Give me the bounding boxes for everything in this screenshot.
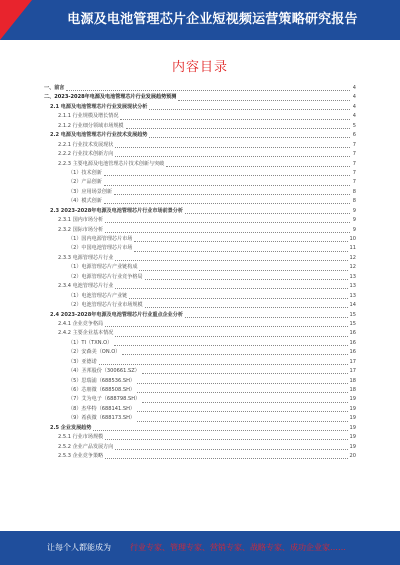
toc-page-number: 13 bbox=[349, 273, 356, 280]
toc-entry-title: 2.2.1 行业技术发展现状 bbox=[58, 141, 114, 148]
toc-entry[interactable] bbox=[44, 320, 356, 329]
toc-entry-title: 2.1 电源及电池管理芯片行业发展现状分析 bbox=[50, 103, 148, 110]
toc-dot-leader bbox=[115, 156, 350, 157]
toc-heading: 内容目录 bbox=[171, 60, 228, 75]
toc-entry[interactable] bbox=[44, 150, 356, 159]
toc-page-number: 9 bbox=[352, 207, 356, 214]
toc-dot-leader bbox=[115, 336, 347, 337]
toc-entry[interactable] bbox=[44, 367, 356, 376]
toc-page-number: 4 bbox=[352, 94, 356, 101]
toc-page-number: 12 bbox=[349, 254, 356, 261]
toc-page-number: 16 bbox=[349, 339, 356, 346]
toc-page-number: 10 bbox=[349, 236, 356, 242]
toc-entry[interactable] bbox=[44, 93, 356, 102]
toc-entry[interactable] bbox=[44, 160, 356, 169]
toc-entry-title: 2.1.2 行业细分领域市场规模 bbox=[58, 122, 124, 129]
toc-dot-leader bbox=[115, 288, 347, 289]
toc-entry-title: 2.1.1 行业规模及增长情况 bbox=[58, 113, 119, 120]
toc-entry-title: （8）杰华特（688141.SH） bbox=[68, 405, 136, 412]
toc-page-number: 6 bbox=[352, 132, 356, 139]
toc-entry-title: （2）电源管理芯片行业竞争格局 bbox=[68, 273, 143, 280]
toc-entry[interactable] bbox=[44, 263, 356, 272]
toc-dot-leader bbox=[66, 90, 350, 91]
toc-entry[interactable] bbox=[44, 443, 356, 452]
toc-entry[interactable] bbox=[44, 244, 356, 253]
toc-entry[interactable] bbox=[44, 131, 356, 140]
toc-dot-leader bbox=[166, 166, 350, 167]
toc-entry[interactable] bbox=[44, 414, 356, 423]
toc-dot-leader bbox=[139, 270, 347, 271]
toc-entry-title: （5）思瑞浦（688536.SH） bbox=[68, 377, 136, 384]
toc-page-number: 8 bbox=[352, 198, 356, 205]
toc-entry-title: （9）希荻微（688173.SH） bbox=[68, 415, 136, 422]
report-title: 电源及电池管理芯片企业短视频运营策略研究报告 bbox=[67, 12, 358, 27]
toc-dot-leader bbox=[93, 430, 347, 431]
toc-dot-leader bbox=[115, 147, 350, 148]
toc-entry[interactable] bbox=[44, 282, 356, 291]
toc-page-number: 11 bbox=[349, 245, 356, 252]
toc-entry-title: 2.5.1 行业市场规模 bbox=[58, 434, 104, 441]
toc-entry[interactable] bbox=[44, 197, 356, 206]
toc-entry[interactable] bbox=[44, 395, 356, 404]
toc-dot-leader bbox=[104, 185, 350, 186]
toc-entry-title: 2.3.1 国内市场分析 bbox=[58, 217, 104, 224]
toc-entry-title: （1）国内电源管理芯片市场 bbox=[68, 236, 133, 242]
toc-entry[interactable] bbox=[44, 301, 356, 310]
header-accent-triangle bbox=[0, 0, 32, 40]
toc-entry-title: （2）中国电池管理芯片市场 bbox=[68, 245, 133, 252]
toc-page-number: 12 bbox=[349, 264, 356, 271]
toc-entry-title: 2.4.2 主要企业基本情况 bbox=[58, 330, 114, 337]
toc-page-number: 19 bbox=[349, 424, 356, 431]
toc-entry-title: 2.5 企业发展趋势 bbox=[50, 424, 92, 431]
toc-entry[interactable] bbox=[44, 348, 356, 357]
toc-dot-leader bbox=[105, 326, 347, 327]
toc-page-number: 7 bbox=[352, 160, 356, 167]
toc-dot-leader bbox=[134, 241, 347, 242]
toc-dot-leader bbox=[120, 119, 350, 120]
toc-entry[interactable] bbox=[44, 84, 356, 93]
toc-dot-leader bbox=[185, 213, 350, 214]
toc-entry[interactable] bbox=[44, 273, 356, 282]
toc-dot-leader bbox=[115, 449, 347, 450]
toc-page-number: 16 bbox=[349, 330, 356, 337]
toc-dot-leader bbox=[105, 222, 350, 223]
toc-entry[interactable] bbox=[44, 169, 356, 178]
toc-entry-title: （4）圣邦股份（300661.SZ） bbox=[68, 368, 140, 375]
toc-entry-title: 2.3.2 国际市场分析 bbox=[58, 226, 104, 233]
toc-dot-leader bbox=[142, 402, 347, 403]
toc-page-number: 15 bbox=[349, 311, 356, 318]
toc-entry-title: （3）应用场景创新 bbox=[68, 188, 112, 195]
toc-page-number: 18 bbox=[349, 377, 356, 384]
toc-dot-leader bbox=[137, 383, 347, 384]
toc-page-number: 19 bbox=[349, 396, 356, 403]
toc-dot-leader bbox=[185, 317, 348, 318]
toc-page-number: 19 bbox=[349, 415, 356, 422]
toc-entry[interactable] bbox=[44, 112, 356, 121]
toc-entry-title: （7）艾为电子（688798.SH） bbox=[68, 396, 141, 403]
toc-entry-title: （2）电池管理芯片行业市场规模 bbox=[68, 302, 143, 309]
toc-entry-title: 2.3.4 电池管理芯片行业 bbox=[58, 283, 114, 290]
toc-entry[interactable] bbox=[44, 377, 356, 386]
toc-page-number: 4 bbox=[352, 85, 356, 91]
toc-entry[interactable] bbox=[44, 424, 356, 433]
toc-entry[interactable] bbox=[44, 292, 356, 301]
toc-page-number: 19 bbox=[349, 434, 356, 441]
toc-dot-leader bbox=[137, 421, 347, 422]
toc-dot-leader bbox=[105, 439, 347, 440]
toc-entry-title: 2.5.3 企业竞争策略 bbox=[58, 453, 104, 460]
toc-entry-title: （1）技术创新 bbox=[68, 169, 102, 176]
toc-entry-title: 2.3 2023-2028年电源及电池管理芯片行业市场前景分析 bbox=[50, 207, 183, 214]
toc-dot-leader bbox=[149, 137, 350, 138]
toc-page-number: 8 bbox=[352, 188, 356, 195]
toc-dot-leader bbox=[114, 194, 350, 195]
toc-entry-title: 2.3.3 电源管理芯片行业 bbox=[58, 254, 114, 261]
toc-entry[interactable] bbox=[44, 254, 356, 263]
toc-page-number: 17 bbox=[349, 368, 356, 375]
toc-entry[interactable] bbox=[44, 178, 356, 187]
toc-entry[interactable] bbox=[44, 329, 356, 338]
toc-page-number: 20 bbox=[349, 453, 356, 460]
toc-page-number: 9 bbox=[352, 217, 356, 224]
toc-page-number: 4 bbox=[352, 113, 356, 120]
toc-entry-title: （1）TI（TXN.O） bbox=[68, 339, 113, 346]
table-of-contents bbox=[44, 84, 356, 462]
toc-entry-title: （4）模式创新 bbox=[68, 198, 102, 205]
toc-dot-leader bbox=[126, 128, 350, 129]
toc-entry-title: （6）芯朋微（688508.SH） bbox=[68, 387, 136, 393]
toc-page-number: 4 bbox=[352, 103, 356, 110]
toc-dot-leader bbox=[149, 109, 350, 110]
toc-dot-leader bbox=[104, 203, 350, 204]
toc-page-number: 17 bbox=[349, 358, 356, 365]
toc-entry[interactable] bbox=[44, 235, 356, 244]
toc-entry[interactable] bbox=[44, 311, 356, 320]
toc-page-number: 19 bbox=[349, 443, 356, 450]
toc-entry-title: 2.4.1 企业竞争格局 bbox=[58, 320, 104, 327]
toc-entry[interactable] bbox=[44, 358, 356, 367]
toc-entry[interactable] bbox=[44, 103, 356, 112]
toc-page-number: 18 bbox=[349, 387, 356, 393]
toc-page-number: 16 bbox=[349, 349, 356, 356]
toc-dot-leader bbox=[115, 260, 347, 261]
toc-entry[interactable] bbox=[44, 216, 356, 225]
toc-entry-title: （2）安森美（ON.O） bbox=[68, 349, 121, 356]
toc-entry[interactable] bbox=[44, 226, 356, 235]
toc-entry-title: （3）亚德诺 bbox=[68, 358, 97, 365]
toc-page-number: 7 bbox=[352, 179, 356, 186]
toc-entry[interactable] bbox=[44, 405, 356, 414]
toc-dot-leader bbox=[99, 364, 348, 365]
toc-dot-leader bbox=[122, 354, 347, 355]
toc-page-number: 19 bbox=[349, 405, 356, 412]
report-footer bbox=[0, 531, 400, 565]
toc-page-number: 9 bbox=[352, 226, 356, 233]
toc-entry-title: 2.4 2023-2028年电源及电池管理芯片行业重点企业分析 bbox=[50, 311, 183, 318]
toc-page-number: 7 bbox=[352, 169, 356, 176]
toc-dot-leader bbox=[145, 279, 348, 280]
toc-dot-leader bbox=[142, 373, 348, 374]
toc-dot-leader bbox=[104, 175, 350, 176]
toc-entry-title: （1）电源管理芯片产业链构成 bbox=[68, 264, 138, 271]
toc-entry-title: 2.2.3 主要电源及电池管理芯片技术创新与突破 bbox=[58, 160, 165, 167]
toc-dot-leader bbox=[105, 458, 347, 459]
toc-page-number: 7 bbox=[352, 141, 356, 148]
toc-page-number: 13 bbox=[349, 283, 356, 290]
report-header bbox=[0, 0, 400, 40]
toc-page-number: 13 bbox=[349, 292, 356, 299]
toc-entry[interactable] bbox=[44, 339, 356, 348]
toc-entry[interactable] bbox=[44, 122, 356, 131]
toc-page-number: 7 bbox=[352, 151, 356, 158]
toc-entry-title: 2.2 电源及电池管理芯片行业技术发展趋势 bbox=[50, 132, 148, 139]
toc-dot-leader bbox=[178, 100, 350, 101]
toc-entry[interactable] bbox=[44, 386, 356, 395]
toc-entry-title: （2）产品创新 bbox=[68, 179, 102, 186]
toc-entry-title: 一、前言 bbox=[44, 85, 65, 91]
toc-entry-title: 2.2.2 行业技术创新方向 bbox=[58, 151, 114, 158]
toc-entry[interactable] bbox=[44, 188, 356, 197]
toc-entry-title: 二、2023-2028年电源及电池管理芯片行业发展趋势预测 bbox=[44, 94, 177, 101]
toc-entry[interactable] bbox=[44, 452, 356, 461]
toc-entry[interactable] bbox=[44, 433, 356, 442]
toc-entry-title: （1）电池管理芯片产业链 bbox=[68, 292, 128, 299]
footer-slogan: 让每个人都能成为 bbox=[47, 543, 111, 552]
toc-dot-leader bbox=[129, 298, 347, 299]
footer-tagline: 行业专家、管理专家、营销专家、战略专家、成功企业家…… bbox=[130, 543, 346, 552]
toc-page-number: 14 bbox=[349, 302, 356, 309]
toc-dot-leader bbox=[145, 307, 348, 308]
toc-dot-leader bbox=[114, 345, 347, 346]
toc-entry-title: 2.5.2 企业产品发展方向 bbox=[58, 443, 114, 450]
toc-dot-leader bbox=[105, 232, 350, 233]
toc-page-number: 5 bbox=[352, 122, 356, 129]
toc-entry[interactable] bbox=[44, 141, 356, 150]
toc-dot-leader bbox=[137, 392, 347, 393]
toc-dot-leader bbox=[134, 251, 347, 252]
toc-page-number: 15 bbox=[349, 320, 356, 327]
toc-dot-leader bbox=[137, 411, 347, 412]
toc-entry[interactable] bbox=[44, 207, 356, 216]
